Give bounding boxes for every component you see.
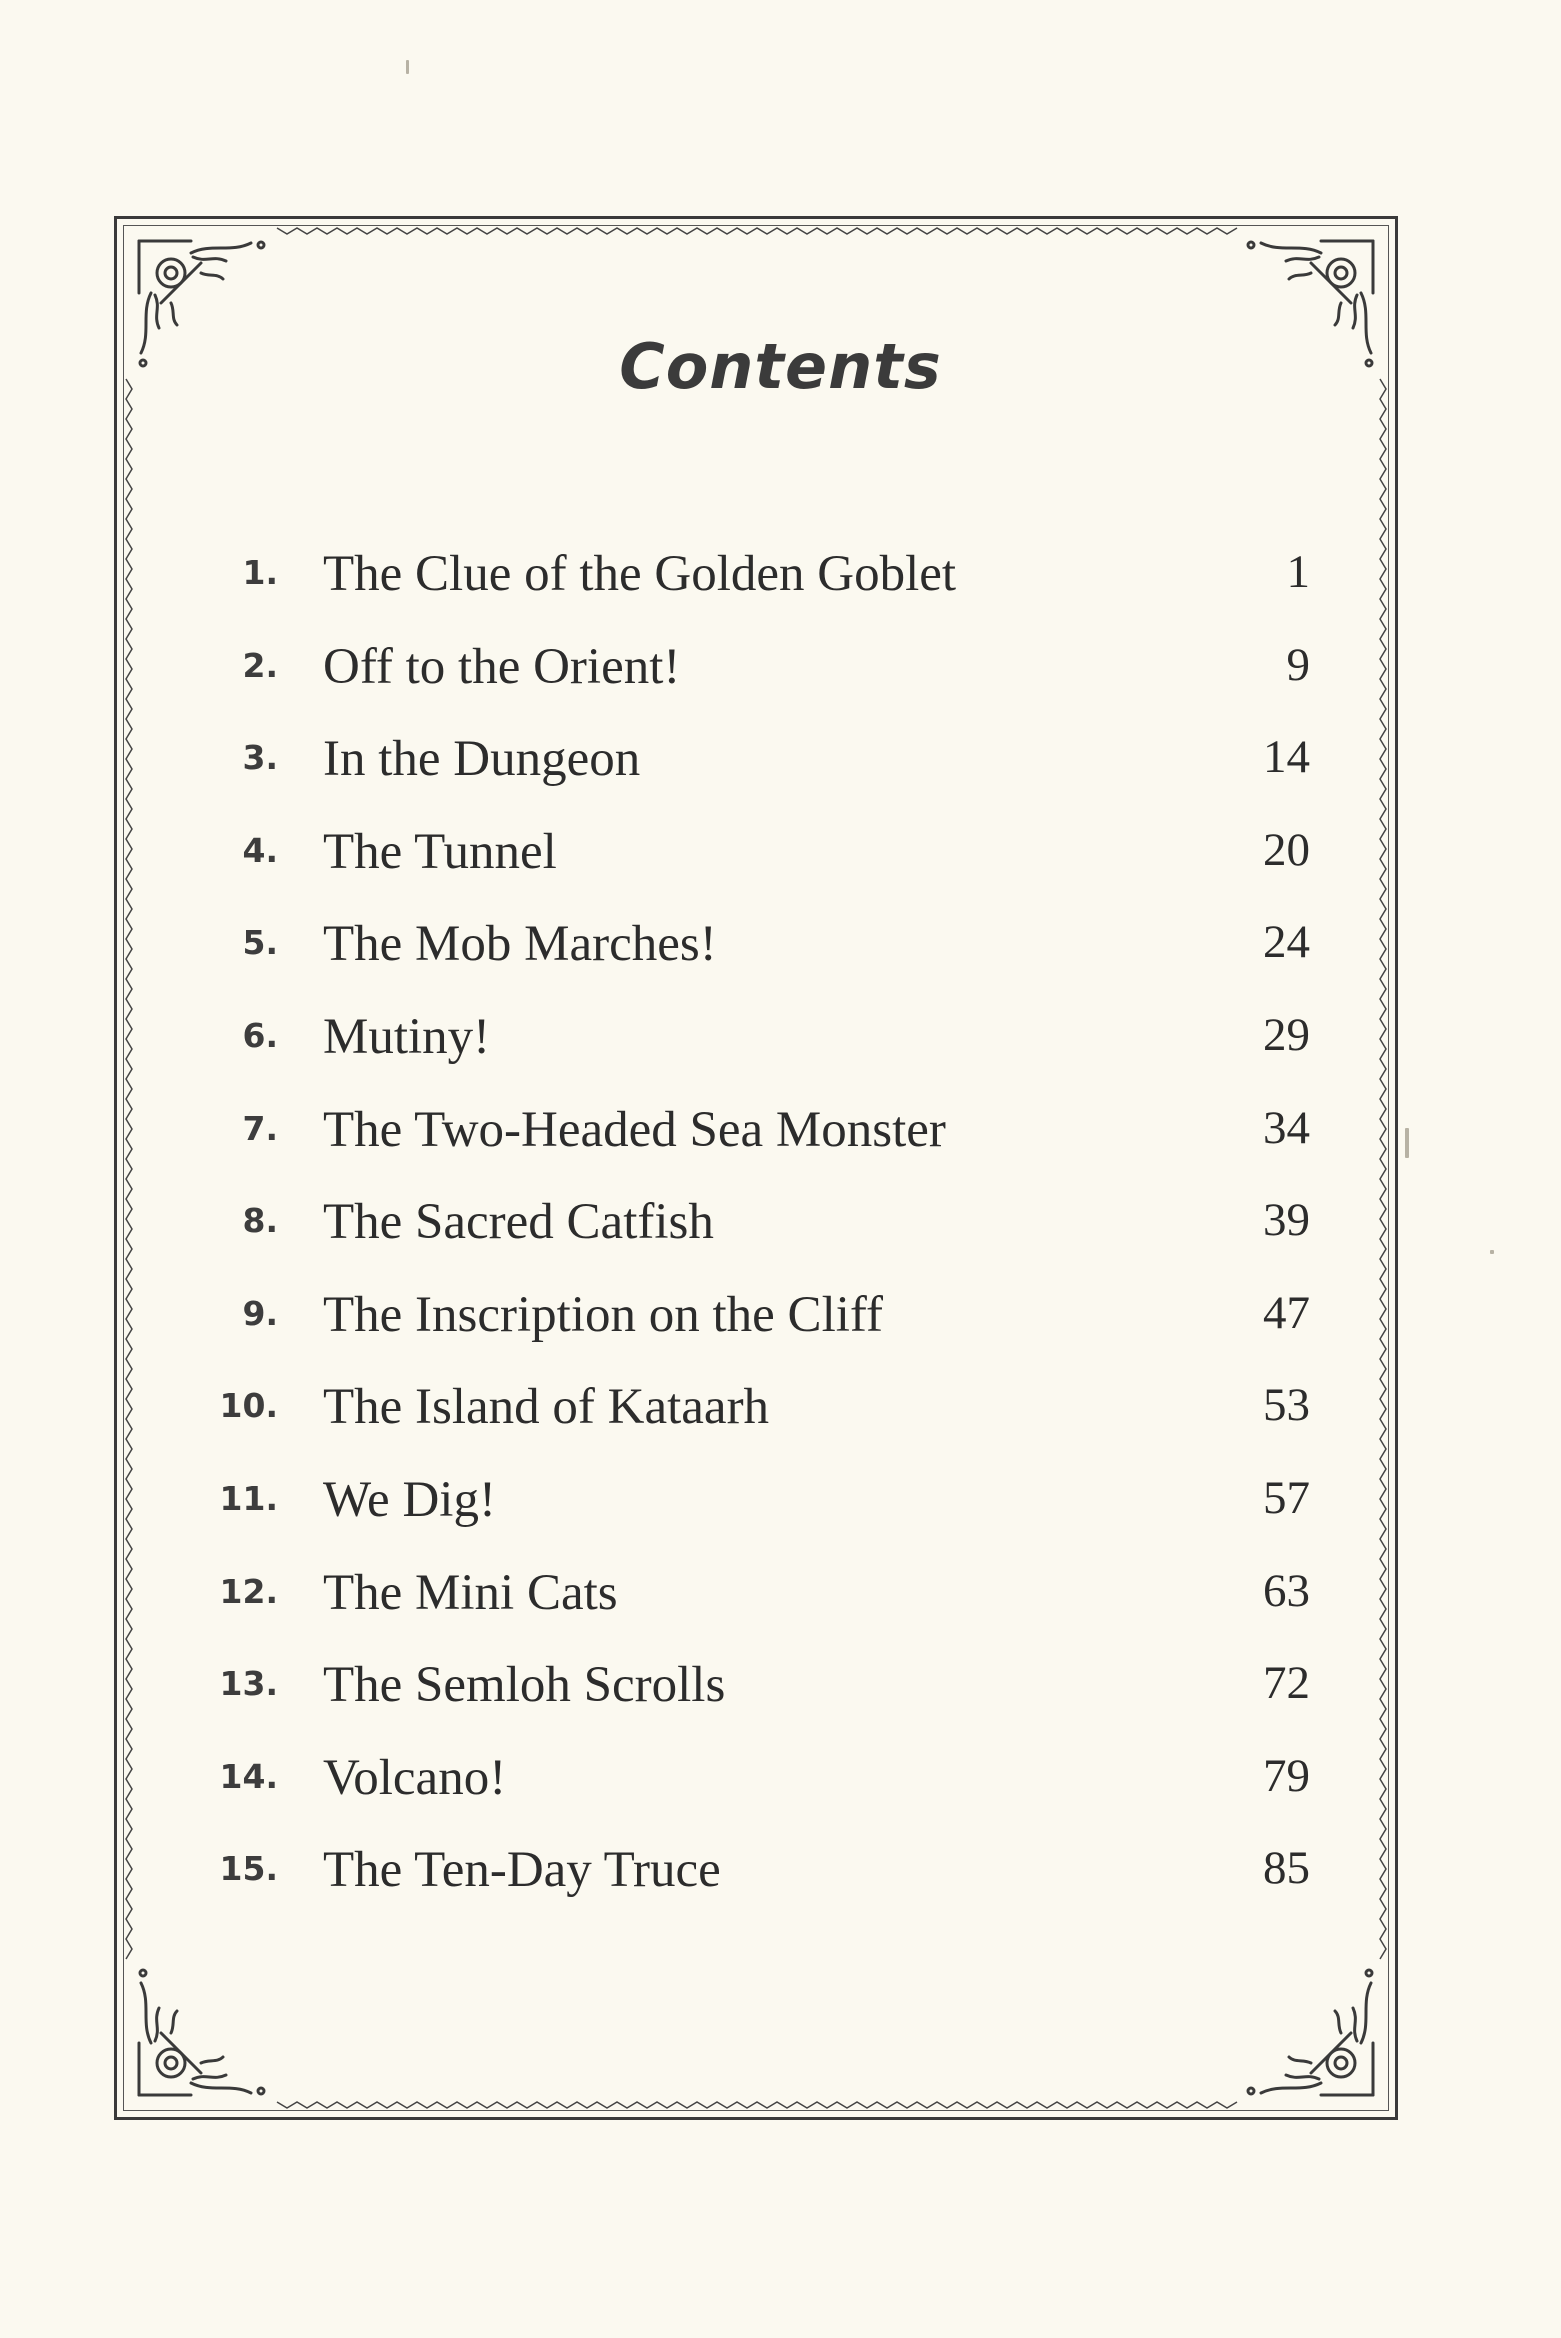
chapter-page-number: 1 [1286,546,1310,598]
chapter-page-number: 34 [1263,1101,1310,1154]
chapter-title: The Mob Marches! [323,916,717,973]
chapter-number: 13. [219,1664,278,1704]
chapter-number: 1. [242,553,278,592]
chapter-page-number: 39 [1263,1194,1310,1247]
chapter-title: Volcano! [323,1749,507,1806]
chapter-title: The Sacred Catfish [323,1194,714,1251]
chapter-title: The Clue of the Golden Goblet [323,546,957,602]
toc-entry [0,1564,1561,1644]
chapter-number: 11. [219,1479,278,1518]
frame-zigzag-top [277,225,1237,237]
chapter-number: 4. [242,830,278,870]
chapter-number: 10. [219,1386,278,1426]
corner-flourish-icon [1231,1953,1381,2103]
chapter-number: 6. [242,1016,278,1055]
toc-entry [0,1471,1561,1551]
chapter-title: The Semloh Scrolls [323,1657,726,1714]
chapter-number: 9. [242,1293,278,1333]
chapter-title: Mutiny! [323,1009,491,1065]
chapter-title: Off to the Orient! [323,638,681,695]
chapter-page-number: 9 [1286,638,1310,691]
frame-zigzag-bottom [277,2099,1237,2111]
chapter-page-number: 20 [1263,823,1310,876]
chapter-number: 15. [219,1849,278,1889]
paper-speck [406,60,409,74]
toc-entry [0,638,1561,718]
chapter-number: 2. [242,645,278,685]
chapter-title: The Island of Kataarh [323,1379,770,1436]
chapter-title: The Inscription on the Cliff [323,1286,883,1343]
chapter-number: 5. [242,923,278,963]
corner-flourish-icon [131,1953,281,2103]
chapter-number: 3. [242,738,278,778]
toc-entry [0,1841,1561,1921]
chapter-title: The Two-Headed Sea Monster [323,1101,946,1158]
toc-entry [0,1749,1561,1829]
contents-heading: Contents [619,330,942,403]
toc-entry [0,1286,1561,1366]
chapter-title: In the Dungeon [323,731,641,788]
chapter-title: The Tunnel [323,823,557,880]
chapter-page-number: 53 [1263,1379,1310,1432]
toc-entry [0,823,1561,903]
chapter-page-number: 29 [1263,1009,1310,1061]
chapter-number: 14. [219,1756,278,1796]
chapter-title: The Ten-Day Truce [323,1842,721,1899]
chapter-number: 12. [219,1571,278,1611]
toc-entry [0,545,1561,625]
chapter-page-number: 63 [1263,1564,1310,1617]
toc-entry [0,1656,1561,1736]
chapter-title: We Dig! [323,1472,496,1528]
chapter-page-number: 79 [1263,1749,1310,1802]
chapter-page-number: 47 [1263,1286,1310,1339]
chapter-page-number: 14 [1263,731,1310,784]
chapter-page-number: 24 [1263,916,1310,969]
toc-entry [0,1101,1561,1181]
toc-entry [0,730,1561,810]
chapter-title: The Mini Cats [323,1564,618,1621]
toc-entry [0,1193,1561,1273]
chapter-page-number: 85 [1263,1842,1310,1895]
toc-entry [0,1378,1561,1458]
chapter-page-number: 57 [1263,1472,1310,1524]
chapter-number: 8. [242,1201,278,1241]
chapter-page-number: 72 [1263,1657,1310,1710]
toc-entry [0,915,1561,995]
chapter-number: 7. [242,1108,278,1148]
toc-entry [0,1008,1561,1088]
